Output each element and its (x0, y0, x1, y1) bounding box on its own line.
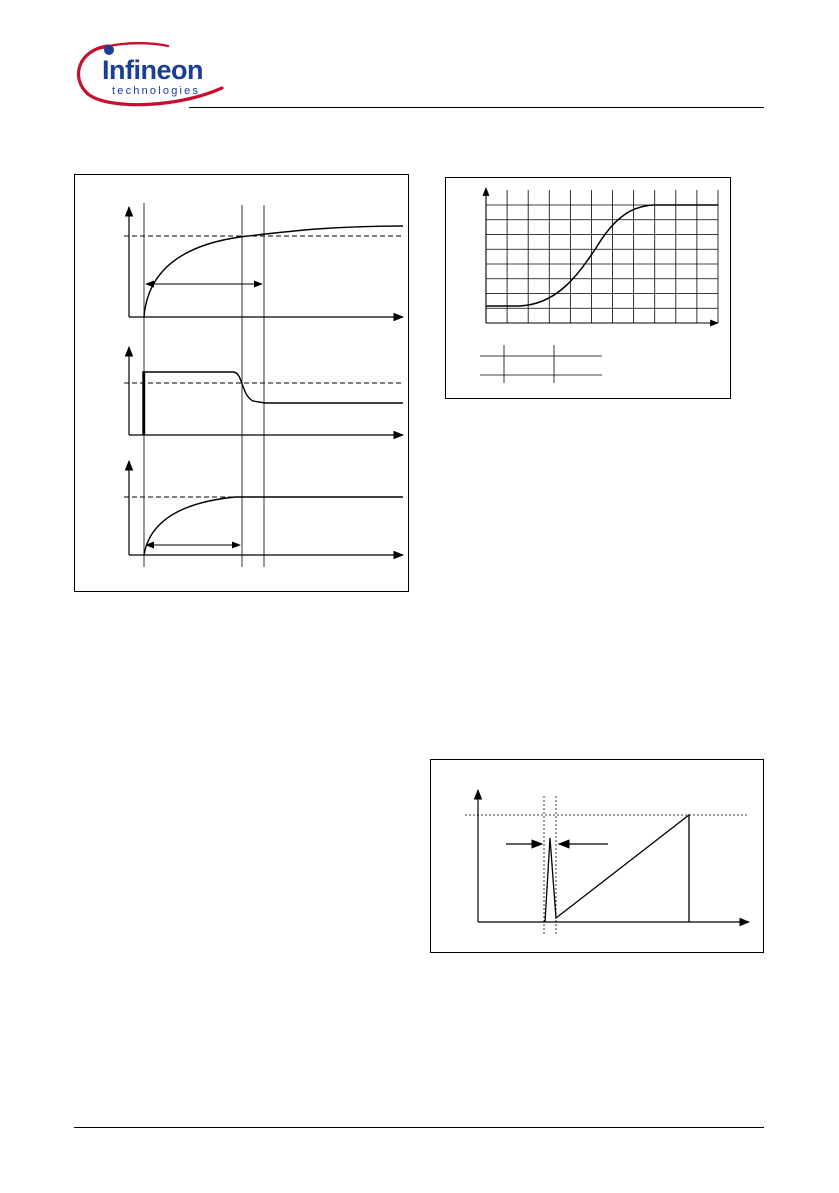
panel-1-curve (144, 226, 403, 317)
timing-diagram (75, 175, 408, 591)
infineon-logo (68, 38, 228, 110)
ramp-pulse-frame (430, 759, 764, 953)
panel-2-curve (143, 372, 403, 435)
logo-tagline-text: technologies (112, 85, 201, 97)
ramp-pulse-diagram (431, 760, 763, 952)
logo-brand-text: Infineon (102, 55, 203, 85)
characteristic-curve-frame (445, 177, 731, 399)
pulse-ramp-waveform (545, 815, 689, 922)
footer-rule (74, 1127, 764, 1128)
legend-table (480, 345, 602, 383)
header-rule (189, 107, 764, 108)
panel-3 (124, 461, 403, 555)
panel-1 (124, 207, 403, 317)
panel-2 (124, 347, 403, 435)
characteristic-curve (446, 178, 730, 398)
grid-lines (486, 190, 718, 323)
panel-3-curve (144, 497, 403, 555)
timing-diagram-frame (74, 174, 409, 592)
